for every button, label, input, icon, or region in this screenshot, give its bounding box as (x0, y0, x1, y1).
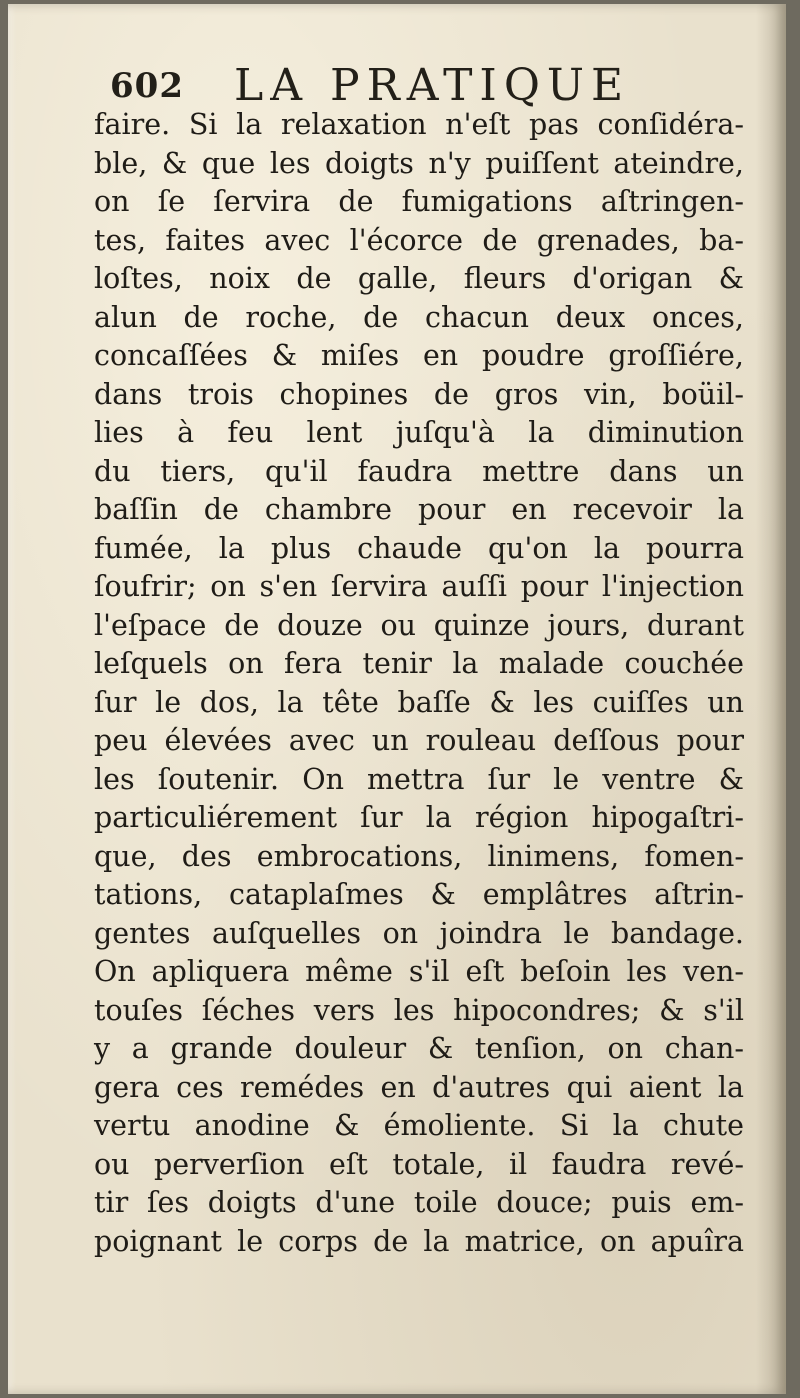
text-line (94, 491, 744, 530)
text-line-content: poignant le corps de la matrice, on apuîra (94, 1224, 744, 1258)
text-line (94, 992, 744, 1031)
text-line-content: fumée, la plus chaude qu'on la pourra (94, 531, 744, 565)
text-line (94, 915, 744, 954)
text-line (94, 684, 744, 723)
text-line (94, 876, 744, 915)
text-line (94, 607, 744, 646)
text-line (94, 953, 744, 992)
text-line-content: particuliérement ſur la région hipogaſtri- (94, 801, 744, 834)
text-line-content: ſur le dos, la tête baſſe & les cuiſſes un (94, 685, 744, 719)
text-line (94, 799, 744, 838)
text-line-content: y a grande douleur & tenſion, on chan- (94, 1032, 744, 1065)
text-line (94, 183, 744, 222)
page-gutter-shadow (756, 4, 786, 1394)
text-line (94, 722, 744, 761)
text-line-content: gentes auſquelles on joindra le bandage. (94, 916, 744, 950)
body-text (94, 106, 744, 1261)
text-line-content: ſoufrir; on s'en ſervira auſſi pour l'injection (94, 570, 744, 603)
text-line-content: ou perverſion eſt totale, il faudra revé- (94, 1147, 744, 1181)
text-line (94, 145, 744, 184)
text-line-content: tir ſes doigts d'une toile douce; puis em- (94, 1186, 744, 1219)
text-line-content: ble, & que les doigts n'y puiſſent ateindre, (94, 146, 744, 180)
text-line (94, 414, 744, 453)
text-line-content: que, des embrocations, linimens, fomen- (94, 839, 744, 873)
text-line (94, 453, 744, 492)
running-title: LA PRATIQUE (234, 60, 631, 111)
text-line-content: alun de roche, de chacun deux onces, (94, 300, 744, 334)
text-line-content: les ſoutenir. On mettra ſur le ventre & (94, 762, 744, 796)
book-page (8, 4, 786, 1394)
text-line-content: On apliquera même s'il eſt beſoin les ven- (94, 955, 744, 988)
text-line-content: vertu anodine & émoliente. Si la chute (94, 1109, 744, 1142)
text-line (94, 1069, 744, 1108)
text-line (94, 1030, 744, 1069)
text-line-content: l'eſpace de douze ou quinze jours, durant (94, 608, 744, 642)
text-line-content: touſes ſéches vers les hipocondres; & s'il (94, 993, 744, 1027)
text-line-content: peu élevées avec un rouleau deſſous pour (94, 724, 744, 757)
text-line (94, 1184, 744, 1223)
text-line (94, 222, 744, 261)
text-line-content: gera ces remédes en d'autres qui aient la (94, 1070, 744, 1104)
text-line (94, 1223, 744, 1262)
text-line (94, 1107, 744, 1146)
text-line (94, 645, 744, 684)
text-line-content: lies à feu lent juſqu'à la diminution (94, 416, 744, 449)
text-line-content: on ſe ſervira de fumigations aſtringen- (94, 185, 744, 218)
page-number: 602 (110, 66, 184, 106)
text-line-content: loſtes, noix de galle, fleurs d'origan & (94, 262, 744, 295)
text-line-content: du tiers, qu'il faudra mettre dans un (94, 454, 744, 488)
text-line-content: tations, cataplaſmes & emplâtres aſtrin- (94, 878, 744, 911)
text-line (94, 260, 744, 299)
text-line (94, 530, 744, 569)
text-line (94, 568, 744, 607)
text-line (94, 337, 744, 376)
text-line-content: baſſin de chambre pour en recevoir la (94, 493, 744, 526)
text-line-content: faire. Si la relaxation n'eſt pas conſidéra- (94, 108, 744, 141)
text-line (94, 376, 744, 415)
text-line (94, 299, 744, 338)
text-line-content: dans trois chopines de gros vin, boüil- (94, 377, 744, 411)
text-line-content: leſquels on fera tenir la malade couchée (94, 647, 744, 680)
text-line (94, 838, 744, 877)
text-line-content: concaſſées & miſes en poudre groſſiére, (94, 339, 744, 372)
text-line (94, 1146, 744, 1185)
text-line (94, 106, 744, 145)
text-line-content: tes, faites avec l'écorce de grenades, ba- (94, 223, 744, 257)
text-line (94, 761, 744, 800)
